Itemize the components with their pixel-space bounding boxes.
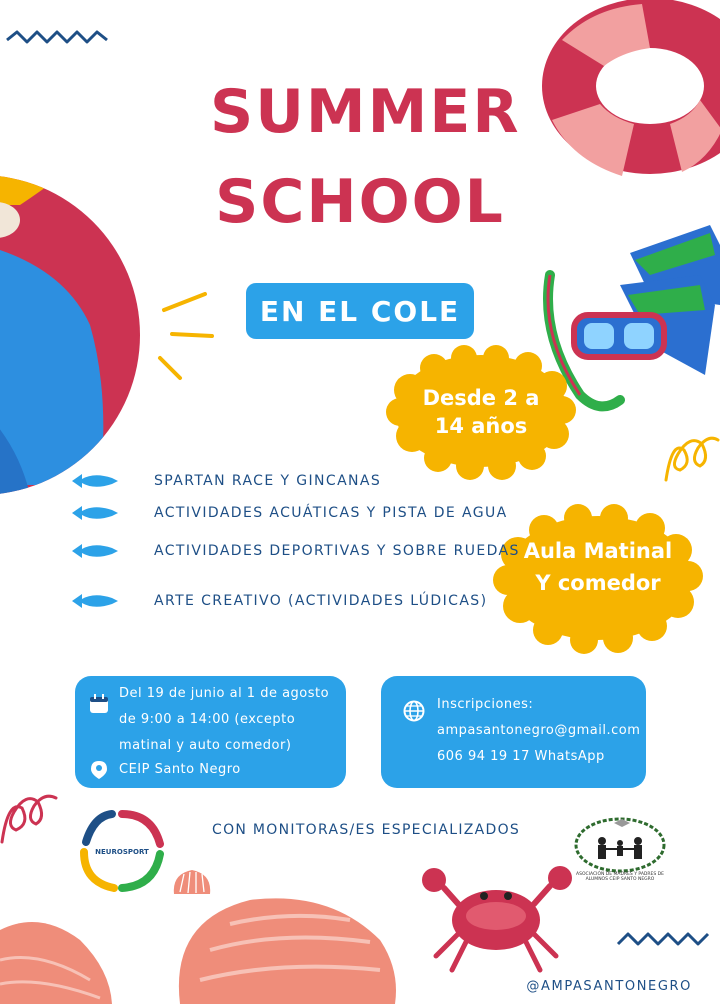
squiggle-top-left	[5, 28, 115, 48]
service-badge	[506, 536, 690, 599]
shells-illustration	[0, 880, 420, 1004]
fish-bullet-icon	[72, 592, 118, 610]
title-line-2: SCHOOL	[215, 167, 505, 237]
list-item	[72, 592, 487, 610]
age-badge-line-1: Desde 2 a	[422, 386, 540, 410]
contact-card	[381, 676, 646, 788]
schedule-dates: Del 19 de junio al 1 de agosto	[119, 686, 330, 701]
service-badge-line-1: Aula Matinal	[523, 539, 673, 563]
activity-label: SPARTAN RACE Y GINCANAS	[154, 473, 382, 489]
contact-phone[interactable]: 606 94 19 17 WhatsApp	[437, 749, 605, 764]
crab-illustration	[422, 860, 572, 980]
age-badge-line-2: 14 años	[434, 414, 528, 439]
title-line-1: SUMMER	[210, 77, 521, 147]
schedule-location: CEIP Santo Negro	[119, 762, 241, 777]
ampa-logo-text: ASOCIACIÓN DE MADRES Y PADRES DE ALUMNOS CEIP SANTO NEGRO	[576, 872, 664, 883]
subtitle-text: EN EL COLE	[259, 294, 461, 328]
contact-email[interactable]: ampasantonegro@gmail.com	[437, 723, 641, 738]
activity-label: ACTIVIDADES ACUÁTICAS Y PISTA DE AGUA	[154, 505, 508, 521]
contact-label: Inscripciones:	[437, 697, 534, 712]
calendar-icon	[89, 694, 109, 714]
globe-icon	[403, 700, 425, 722]
schedule-hours: de 9:00 a 14:00 (excepto	[119, 712, 296, 727]
age-badge	[398, 384, 564, 441]
activity-label: ACTIVIDADES DEPORTIVAS Y SOBRE RUEDAS	[154, 543, 520, 559]
sparkle-rays	[150, 290, 220, 380]
list-item	[72, 504, 508, 522]
fish-bullet-icon	[72, 542, 118, 560]
social-handle[interactable]: @AMPASANTONEGRO	[526, 979, 692, 994]
beach-ball-illustration	[0, 65, 160, 475]
list-item	[72, 472, 381, 490]
location-pin-icon	[90, 760, 108, 780]
fish-bullet-icon	[72, 504, 118, 522]
swim-ring-illustration	[532, 0, 720, 210]
service-badge-line-2: Y comedor	[535, 570, 661, 595]
swirl-right	[662, 430, 720, 490]
schedule-card	[75, 676, 346, 788]
squiggle-bottom-right	[616, 930, 716, 950]
fish-bullet-icon	[72, 472, 118, 490]
staff-note: CON MONITORAS/ES ESPECIALIZADOS	[212, 822, 521, 838]
swirl-bottom-left	[0, 790, 60, 845]
activity-label: ARTE CREATIVO (ACTIVIDADES LÚDICAS)	[154, 593, 488, 609]
neurosport-logo-text: NEUROSPORT	[95, 848, 149, 856]
subtitle-badge	[246, 283, 474, 339]
schedule-note: matinal y auto comedor)	[119, 738, 292, 753]
list-item	[72, 542, 520, 560]
